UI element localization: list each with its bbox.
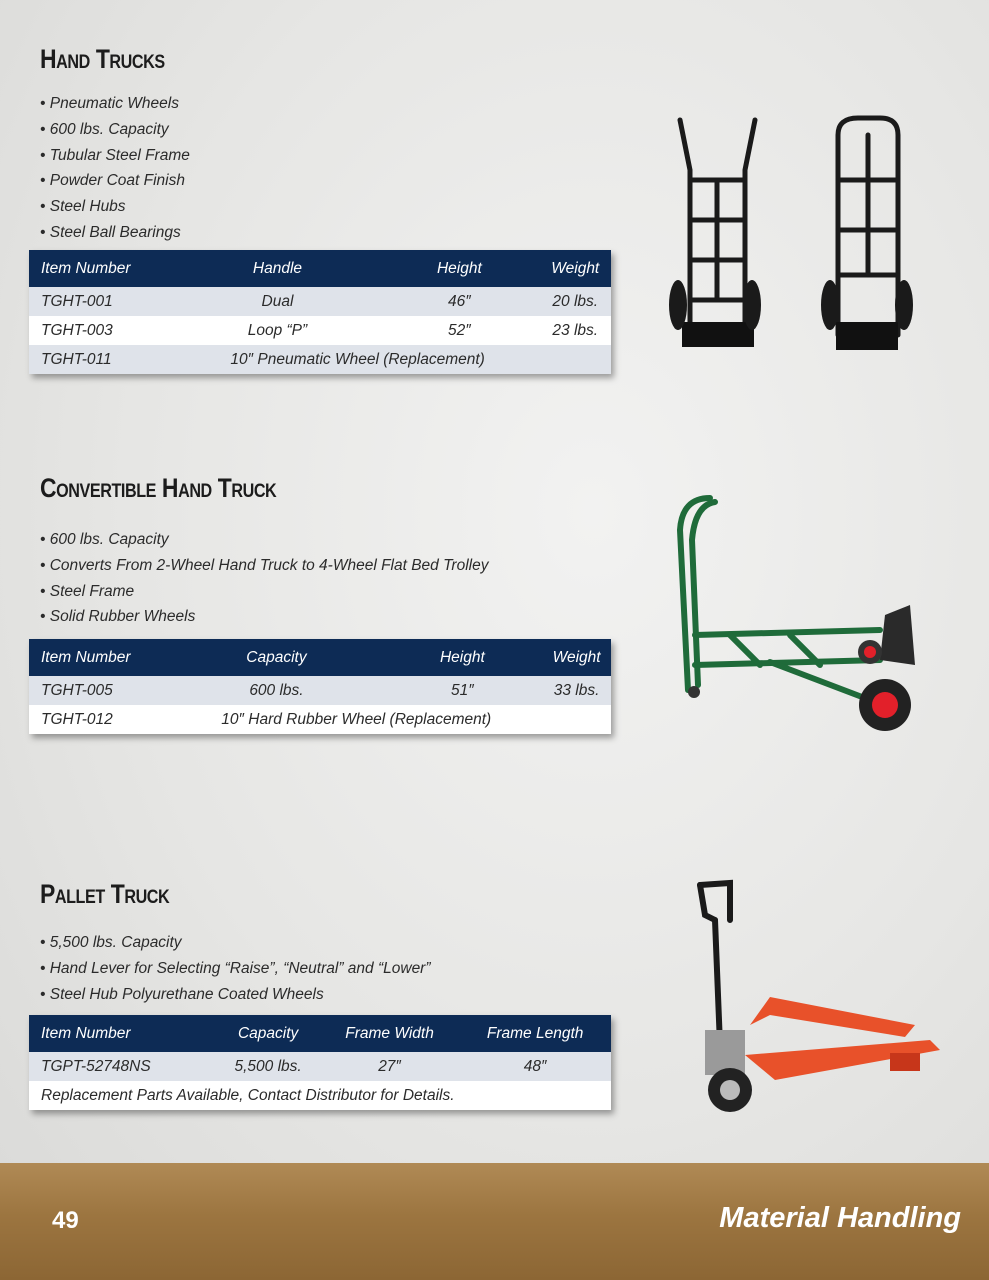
convertible-hand-truck-image: [670, 490, 925, 735]
column-header: Height: [379, 250, 539, 287]
hand-trucks-features: [40, 91, 190, 246]
table-cell: TGHT-003: [29, 316, 176, 345]
column-header: Item Number: [29, 250, 176, 287]
table-cell: Dual: [176, 287, 380, 316]
table-cell: 33 lbs.: [542, 676, 611, 705]
feature-item: • Powder Coat Finish: [40, 168, 190, 194]
table-row: [29, 345, 611, 374]
page-number: 49: [52, 1207, 79, 1234]
table-header-row: [29, 250, 611, 287]
column-header: Capacity: [170, 639, 382, 676]
dual-handle-hand-truck-image: [660, 110, 770, 355]
feature-item: • 600 lbs. Capacity: [40, 117, 190, 143]
pallet-features: [40, 930, 431, 1007]
feature-item: • Tubular Steel Frame: [40, 143, 190, 169]
column-header: Item Number: [29, 639, 170, 676]
pallet-truck-image: [690, 875, 945, 1115]
table-footnote: Replacement Parts Available, Contact Distributor for Details.: [29, 1081, 611, 1110]
table-row: [29, 287, 611, 316]
loop-handle-hand-truck-image: [818, 110, 918, 355]
feature-item: • Hand Lever for Selecting “Raise”, “Neutral” and “Lower”: [40, 956, 431, 982]
table-cell: 20 lbs.: [540, 287, 611, 316]
table-row: [29, 316, 611, 345]
feature-item: • 5,500 lbs. Capacity: [40, 930, 431, 956]
hand-trucks-title: Hand Trucks: [40, 44, 165, 74]
table-cell: TGPT-52748NS: [29, 1052, 216, 1081]
column-header: Frame Width: [320, 1015, 459, 1052]
table-cell: 10″ Hard Rubber Wheel (Replacement): [170, 705, 542, 734]
table-cell: 600 lbs.: [170, 676, 382, 705]
feature-item: • Steel Hubs: [40, 194, 190, 220]
section-title: Material Handling: [719, 1202, 961, 1234]
convertible-spec-table: [29, 639, 611, 734]
column-header: Weight: [540, 250, 611, 287]
feature-item: • Converts From 2-Wheel Hand Truck to 4-Wheel Flat Bed Trolley: [40, 553, 488, 579]
column-header: Handle: [176, 250, 380, 287]
table-cell: [542, 705, 611, 734]
table-row: [29, 676, 611, 705]
table-cell: 27″: [320, 1052, 459, 1081]
table-cell: TGHT-005: [29, 676, 170, 705]
hand-trucks-spec-table: [29, 250, 611, 374]
column-header: Weight: [542, 639, 611, 676]
table-cell: 10″ Pneumatic Wheel (Replacement): [176, 345, 540, 374]
table-cell: Loop “P”: [176, 316, 380, 345]
feature-item: • Steel Hub Polyurethane Coated Wheels: [40, 982, 431, 1008]
feature-item: • 600 lbs. Capacity: [40, 527, 488, 553]
table-cell: TGHT-001: [29, 287, 176, 316]
feature-item: • Steel Frame: [40, 579, 488, 605]
table-cell: [540, 345, 611, 374]
convertible-features: [40, 527, 488, 630]
table-cell: 23 lbs.: [540, 316, 611, 345]
pallet-spec-table: [29, 1015, 611, 1110]
column-header: Frame Length: [459, 1015, 611, 1052]
column-header: Item Number: [29, 1015, 216, 1052]
table-cell: 46″: [379, 287, 539, 316]
feature-item: • Pneumatic Wheels: [40, 91, 190, 117]
table-row: [29, 1081, 611, 1110]
table-header-row: [29, 1015, 611, 1052]
column-header: Height: [383, 639, 543, 676]
table-cell: TGHT-012: [29, 705, 170, 734]
table-cell: 5,500 lbs.: [216, 1052, 319, 1081]
column-header: Capacity: [216, 1015, 319, 1052]
convertible-title: Convertible Hand Truck: [40, 473, 277, 503]
feature-item: • Solid Rubber Wheels: [40, 604, 488, 630]
table-cell: 52″: [379, 316, 539, 345]
table-cell: 51″: [383, 676, 543, 705]
table-header-row: [29, 639, 611, 676]
table-row: [29, 705, 611, 734]
feature-item: • Steel Ball Bearings: [40, 220, 190, 246]
table-cell: TGHT-011: [29, 345, 176, 374]
pallet-title: Pallet Truck: [40, 879, 170, 909]
table-row: [29, 1052, 611, 1081]
table-cell: 48″: [459, 1052, 611, 1081]
